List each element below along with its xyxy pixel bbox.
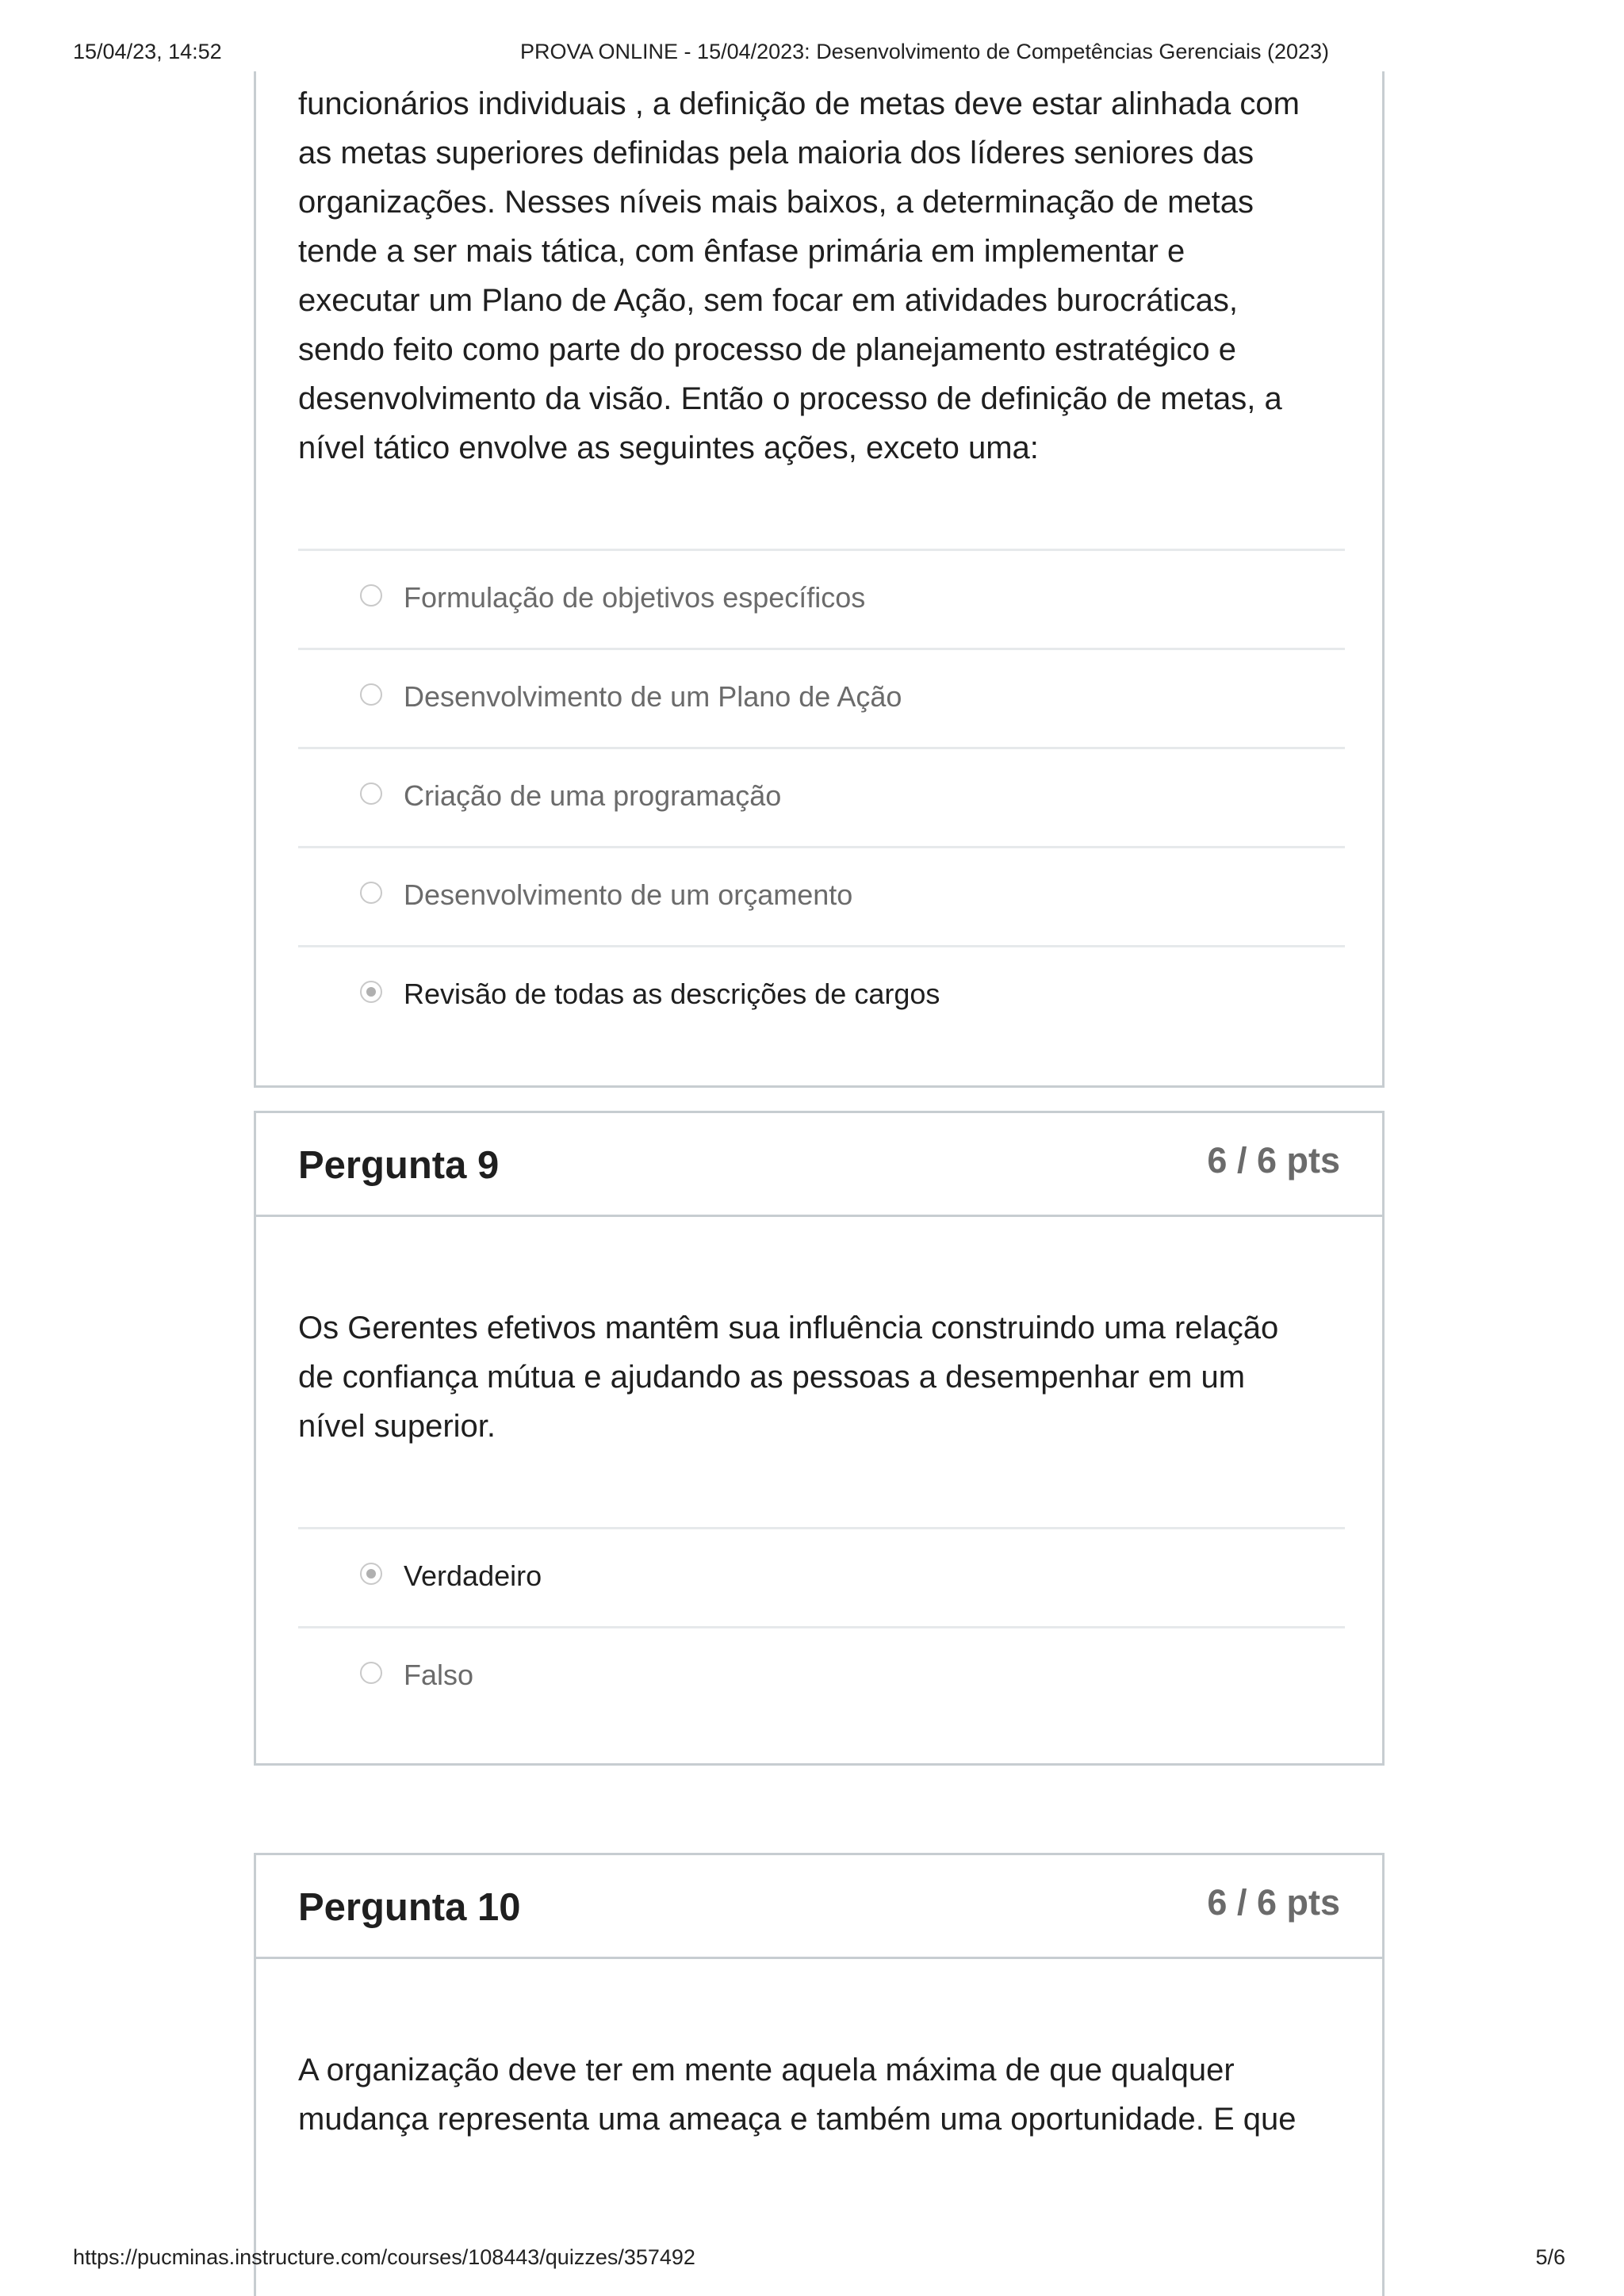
question-text-line: nível superior. [298,1409,496,1444]
question-9-header [256,1113,1382,1217]
print-header-datetime: 15/04/23, 14:52 [73,40,222,63]
question-10-header [256,1855,1382,1959]
question-points: 6 / 6 pts [1207,1882,1340,1923]
question-text-line: Os Gerentes efetivos mantêm sua influência construindo uma relação [298,1311,1279,1345]
question-9-card [254,1111,1385,1766]
question-points: 6 / 6 pts [1207,1140,1340,1181]
radio-button-selected[interactable] [360,981,382,1003]
radio-button[interactable] [360,584,382,607]
question-10-text [298,2045,1353,2144]
answer-option[interactable] [298,846,1345,945]
question-text-line: mudança representa uma ameaça e também uma oportunidade. E que [298,2102,1297,2137]
question-text-line: tende a ser mais tática, com ênfase primária em implementar e [298,234,1185,269]
answer-label: Desenvolvimento de um orçamento [404,878,853,911]
answer-label: Criação de uma programação [404,779,782,812]
answer-label: Verdadeiro [404,1559,542,1592]
question-text-line: desenvolvimento da visão. Então o processo de definição de metas, a [298,381,1282,416]
question-text-line: as metas superiores definidas pela maioria dos líderes seniores das [298,136,1254,170]
question-text-line: organizações. Nesses níveis mais baixos, a determinação de metas [298,185,1254,220]
print-footer-page-number: 5/6 [1535,2245,1565,2269]
question-text-line: nível tático envolve as seguintes ações, exceto uma: [298,430,1039,465]
answer-option[interactable] [298,549,1345,648]
answer-label: Falso [404,1659,474,1691]
question-8-card [254,71,1385,1088]
question-8-answers [298,549,1345,1044]
radio-button[interactable] [360,783,382,805]
radio-button-selected[interactable] [360,1563,382,1585]
question-9-text [298,1303,1353,1451]
question-text-line: funcionários individuais , a definição de metas deve estar alinhada com [298,86,1300,121]
question-title: Pergunta 10 [298,1886,521,1929]
answer-label: Revisão de todas as descrições de cargos [404,978,940,1010]
answer-label: Desenvolvimento de um Plano de Ação [404,680,902,713]
radio-button[interactable] [360,882,382,904]
print-header-title: PROVA ONLINE - 15/04/2023: Desenvolvimento de Competências Gerenciais (2023) [520,40,1330,63]
question-8-text [298,79,1353,473]
question-text-line: executar um Plano de Ação, sem focar em atividades burocráticas, [298,283,1239,318]
question-9-answers [298,1527,1345,1725]
radio-button[interactable] [360,1662,382,1684]
radio-button[interactable] [360,683,382,706]
answer-option-selected[interactable] [298,945,1345,1044]
answer-option[interactable] [298,747,1345,846]
question-text-line: A organização deve ter em mente aquela máxima de que qualquer [298,2053,1235,2087]
question-10-card [254,1853,1385,2296]
answer-option-selected[interactable] [298,1527,1345,1626]
print-footer-url: https://pucminas.instructure.com/courses/108443/quizzes/357492 [73,2245,695,2269]
question-text-line: de confiança mútua e ajudando as pessoas a desempenhar em um [298,1360,1246,1395]
question-title: Pergunta 9 [298,1144,500,1187]
answer-option[interactable] [298,1626,1345,1725]
question-text-line: sendo feito como parte do processo de planejamento estratégico e [298,332,1236,367]
answer-label: Formulação de objetivos específicos [404,581,866,614]
answer-option[interactable] [298,648,1345,747]
